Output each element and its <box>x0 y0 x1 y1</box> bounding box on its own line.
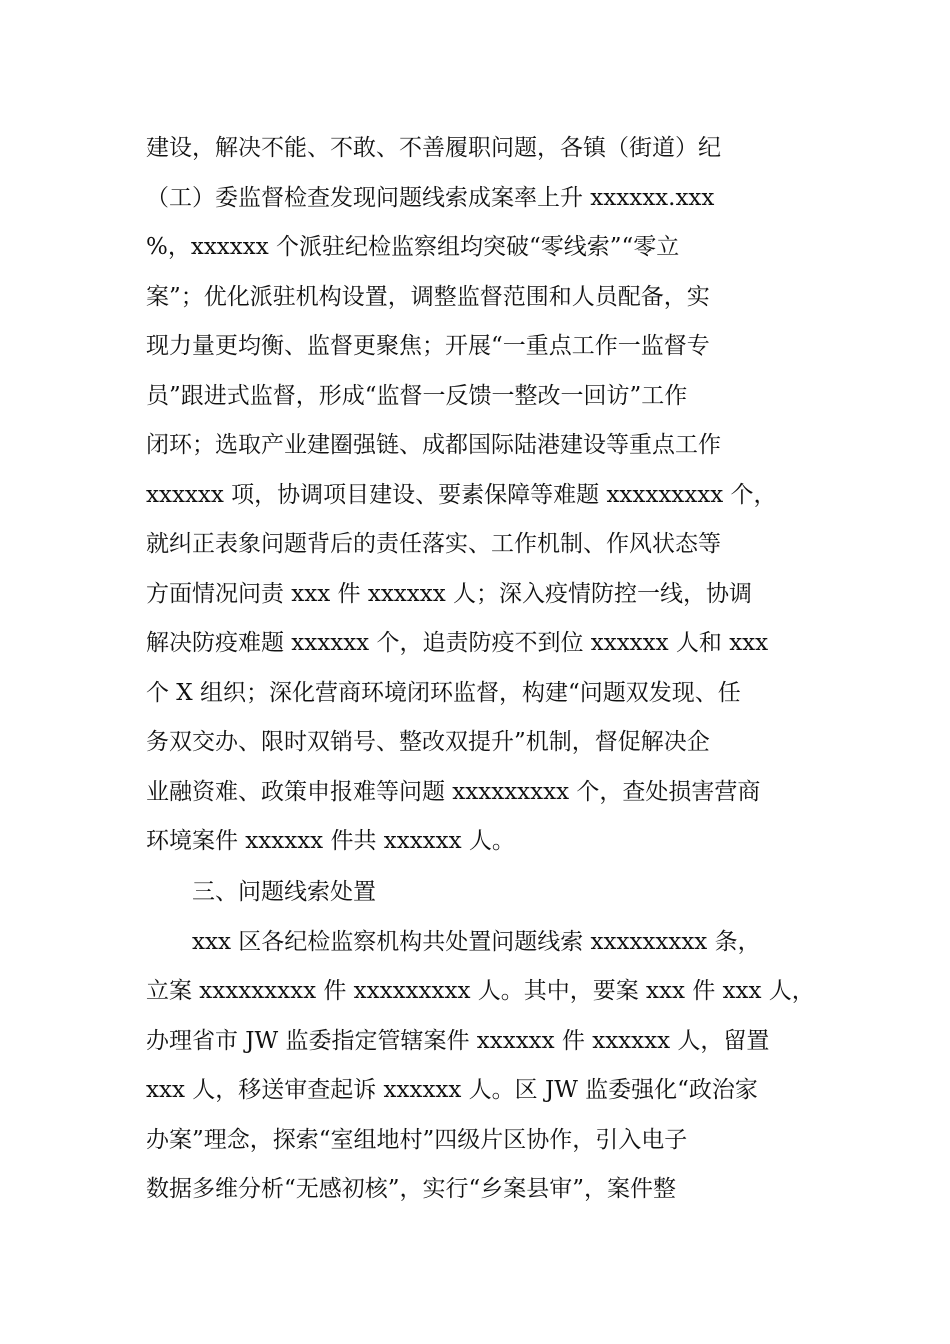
text-line: （工）委监督检查发现问题线索成案率上升 xxxxxx.xxx <box>146 184 715 211</box>
text-line: 务双交办、限时双销号、整改双提升”机制，督促解决企 <box>146 729 710 755</box>
text-line: xxx 人，移送审查起诉 xxxxxx 人。区 JW 监委强化“政治家 <box>146 1077 758 1103</box>
text-line: %，xxxxxx 个派驻纪检监察组均突破“零线索”“零立 <box>146 234 680 260</box>
text-line: 办案”理念，探索“室组地村”四级片区协作，引入电子 <box>146 1126 688 1153</box>
text-line: 办理省市 JW 监委指定管辖案件 xxxxxx 件 xxxxxx 人，留置 <box>146 1027 770 1054</box>
text-line: 闭环；选取产业建圈强链、成都国际陆港建设等重点工作 <box>146 432 721 458</box>
text-line: 数据多维分析“无感初核”，实行“乡案县审”，案件整 <box>146 1176 677 1202</box>
text-line: 立案 xxxxxxxxx 件 xxxxxxxxx 人。其中，要案 xxx 件 xxx 人， <box>146 978 815 1004</box>
text-line: 方面情况问责 xxx 件 xxxxxx 人；深入疫情防控一线，协调 <box>146 580 752 607</box>
text-line: 建设，解决不能、不敢、不善履职问题，各镇（街道）纪 <box>146 135 721 161</box>
text-line: xxx 区各纪检监察机构共处置问题线索 xxxxxxxxx 条， <box>192 928 761 955</box>
text-line: 环境案件 xxxxxx 件共 xxxxxx 人。 <box>146 828 515 854</box>
text-line: 业融资难、政策申报难等问题 xxxxxxxxx 个，查处损害营商 <box>146 778 761 805</box>
text-line: 解决防疫难题 xxxxxx 个，追责防疫不到位 xxxxxx 人和 xxx <box>146 630 769 656</box>
text-line: 就纠正表象问题背后的责任落实、工作机制、作风状态等 <box>146 531 721 557</box>
text-line: 案”；优化派驻机构设置，调整监督范围和人员配备，实 <box>146 283 710 310</box>
text-line: xxxxxx 项，协调项目建设、要素保障等难题 xxxxxxxxx 个， <box>146 481 777 508</box>
text-line: 个 X 组织；深化营商环境闭环监督，构建“问题双发现、任 <box>146 679 741 706</box>
text-line: 员”跟进式监督，形成“监督一反馈一整改一回访”工作 <box>146 382 688 409</box>
section-heading: 三、问题线索处置 <box>192 879 376 905</box>
section-clue-handling <box>146 868 815 1215</box>
text-line: 现力量更均衡、监督更聚焦；开展“一重点工作一监督专 <box>146 333 710 359</box>
paragraph-supervision <box>146 124 811 867</box>
